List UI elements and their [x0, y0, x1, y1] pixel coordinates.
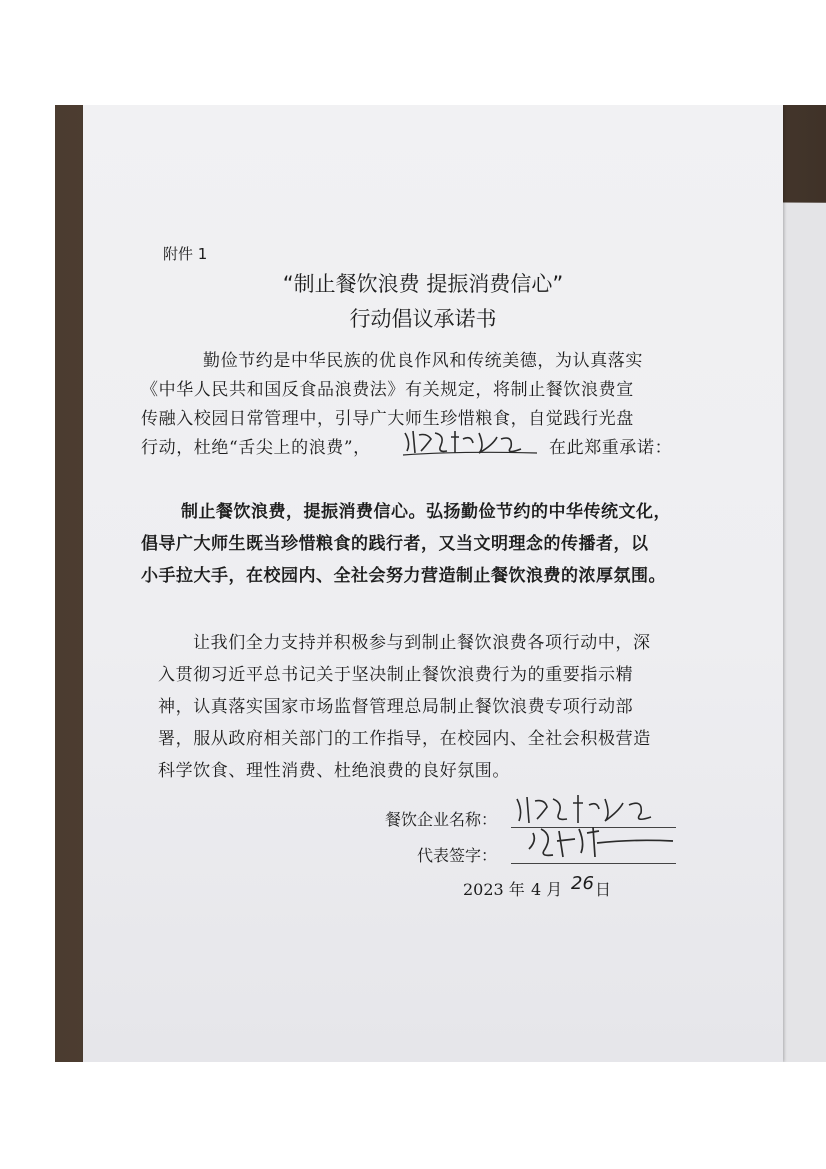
date-day-suffix: 日 — [595, 880, 612, 899]
title-line-1: “制止餐饮浪费 提振消费信心” — [282, 272, 564, 296]
title-line-2: 行动倡议承诺书 — [349, 307, 497, 331]
pledge-line-3: 小手拉大手，在校园内、全社会努力营造制止餐饮浪费的浓厚氛围。 — [141, 566, 666, 586]
paragraph-3-line-4: 署，服从政府相关部门的工作指导，在校园内、全社会积极营造 — [158, 729, 651, 749]
paragraph-3-line-3: 神，认真落实国家市场监督管理总局制止餐饮浪费专项行动部 — [158, 697, 634, 717]
company-name-label: 餐饮企业名称： — [385, 810, 498, 829]
paragraph-1-line-2: 《中华人民共和国反食品浪费法》有关规定，将制止餐饮浪费宣 — [141, 380, 634, 400]
paragraph-3-line-5: 科学饮食、理性消费、杜绝浪费的良好氛围。 — [158, 761, 510, 781]
date-day-handwritten: 26 — [571, 873, 594, 894]
paragraph-1-line-1: 勤俭节约是中华民族的优良作风和传统美德，为认真落实 — [203, 351, 643, 371]
photo-background — [55, 105, 826, 1062]
paragraph-1-line-4-start: 行动，杜绝“舌尖上的浪费”， — [141, 438, 371, 458]
paragraph-1-line-4-end: 在此郑重承诺： — [549, 438, 673, 458]
handwritten-representative-signature — [523, 821, 683, 863]
paragraph-1-line-3: 传融入校园日常管理中，引导广大师生珍惜粮食，自觉践行光盘 — [141, 409, 634, 429]
pledge-line-2: 倡导广大师生既当珍惜粮食的践行者，又当文明理念的传播者，以 — [141, 534, 649, 554]
pledge-line-1: 制止餐饮浪费，提振消费信心。弘扬勤俭节约的中华传统文化， — [181, 502, 671, 522]
representative-signature-label: 代表签字： — [417, 846, 498, 865]
document-page — [83, 105, 783, 1062]
date-year: 2023 年 — [463, 880, 525, 899]
representative-signature-line — [511, 863, 676, 864]
attachment-label: 附件 1 — [163, 245, 208, 263]
handwritten-school-name — [401, 425, 541, 459]
date-month: 4 月 — [531, 880, 563, 899]
paragraph-3-line-2: 入贯彻习近平总书记关于坚决制止餐饮浪费行为的重要指示精 — [158, 665, 634, 685]
paragraph-3-line-1: 让我们全力支持并积极参与到制止餐饮浪费各项行动中，深 — [193, 633, 651, 653]
